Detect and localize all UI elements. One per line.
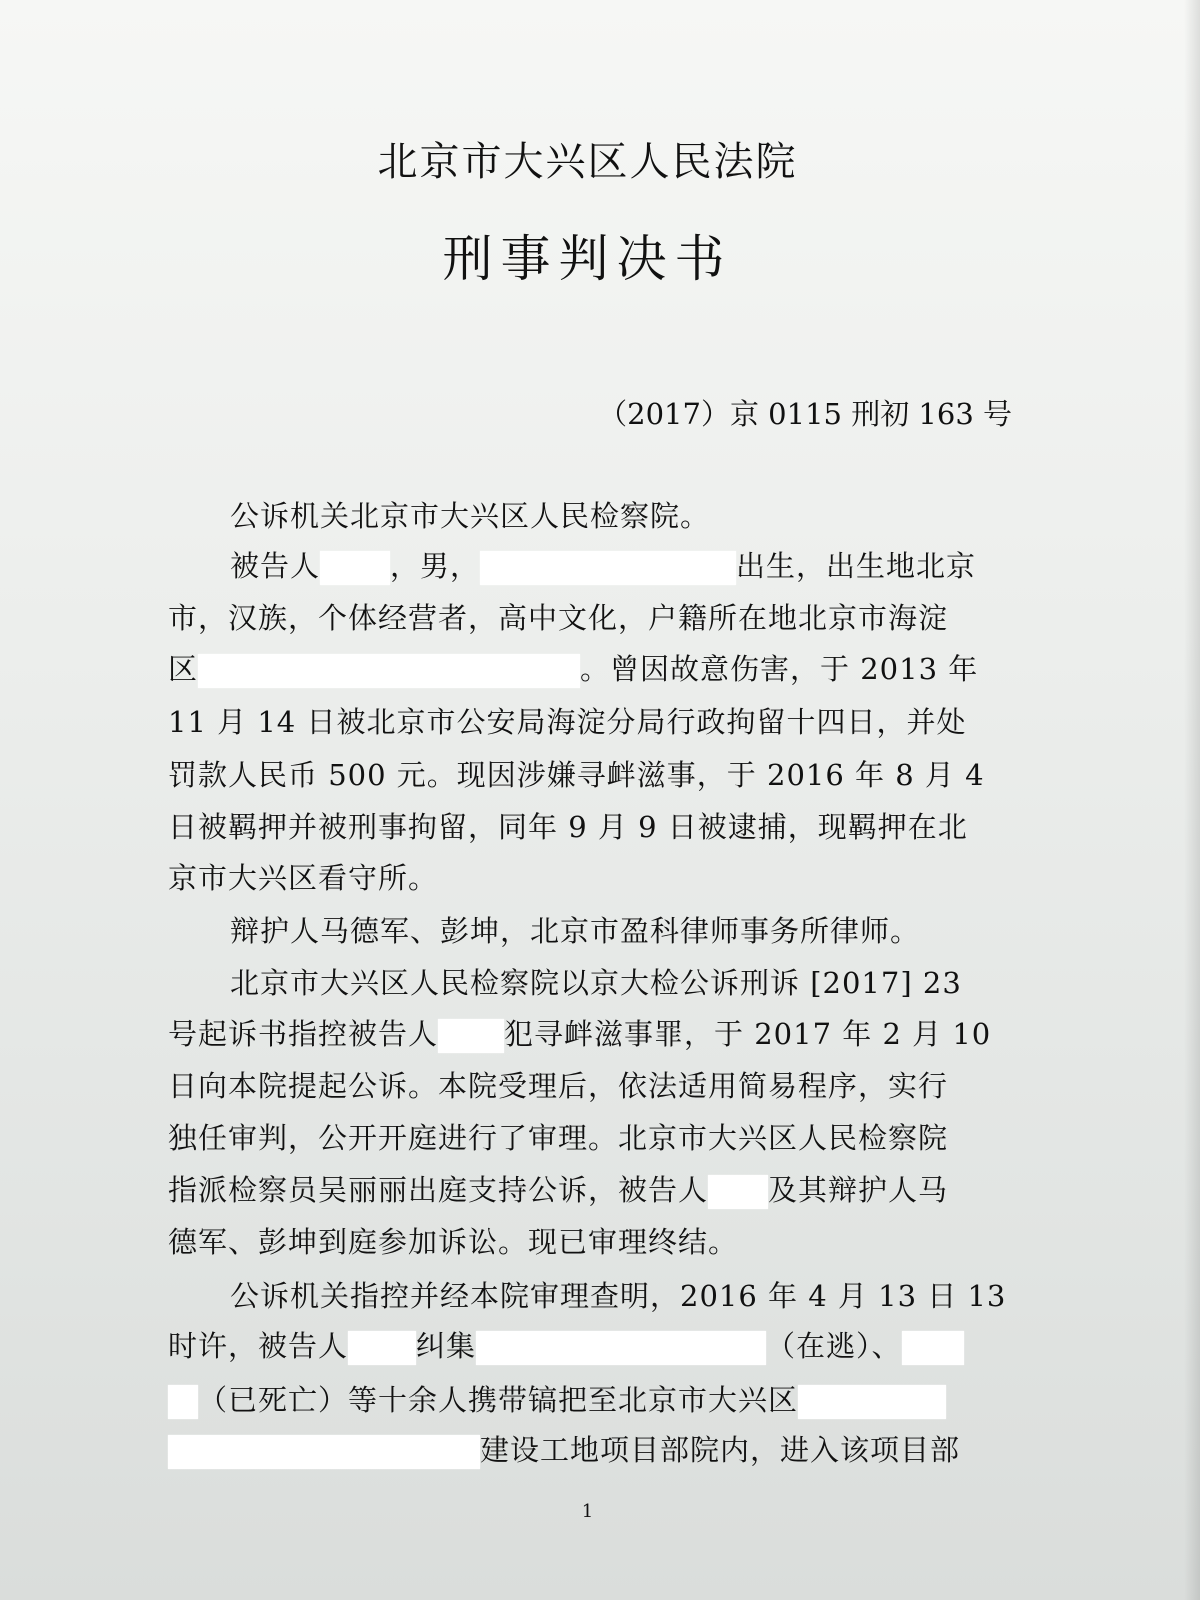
text-fragment: 犯寻衅滋事罪，于 2017 年 2 月 10 bbox=[504, 1017, 992, 1051]
text-line: 德军、彭坤到庭参加诉讼。现已审理终结。 bbox=[168, 1225, 739, 1259]
text-fragment: 号起诉书指控被告人 bbox=[168, 1017, 439, 1051]
redaction-block bbox=[198, 654, 580, 688]
text-line bbox=[168, 1430, 1012, 1470]
text-line: 京市大兴区看守所。 bbox=[168, 861, 439, 895]
text-line: 日向本院提起公诉。本院受理后，依法适用简易程序，实行 bbox=[168, 1069, 949, 1103]
redaction-block bbox=[798, 1385, 946, 1419]
text-fragment: 及其辩护人马 bbox=[768, 1173, 949, 1207]
text-line bbox=[230, 546, 1012, 586]
text-fragment: 区 bbox=[168, 652, 199, 686]
redaction-block bbox=[480, 551, 736, 585]
text-fragment: 纠集 bbox=[416, 1329, 477, 1363]
text-fragment: （在逃）、 bbox=[766, 1329, 902, 1363]
text-line: 罚款人民币 500 元。现因涉嫌寻衅滋事，于 2016 年 8 月 4 bbox=[168, 758, 985, 792]
text-line: 公诉机关北京市大兴区人民检察院。 bbox=[230, 499, 711, 533]
redaction-block bbox=[708, 1175, 768, 1209]
text-line bbox=[168, 1170, 1012, 1210]
text-line: 辩护人马德军、彭坤，北京市盈科律师事务所律师。 bbox=[230, 914, 921, 948]
redaction-block bbox=[902, 1331, 964, 1365]
text-fragment: 指派检察员吴丽丽出庭支持公诉，被告人 bbox=[168, 1173, 709, 1207]
text-line: 日被羁押并被刑事拘留，同年 9 月 9 日被逮捕，现羁押在北 bbox=[168, 810, 968, 844]
text-line bbox=[168, 1014, 1012, 1054]
text-line bbox=[168, 649, 1012, 689]
text-fragment: 。曾因故意伤害，于 2013 年 bbox=[580, 652, 979, 686]
text-line: 11 月 14 日被北京市公安局海淀分局行政拘留十四日，并处 bbox=[168, 705, 967, 739]
text-fragment: 被告人 bbox=[230, 549, 321, 583]
redaction-block bbox=[320, 551, 390, 585]
court-name: 北京市大兴区人民法院 bbox=[377, 139, 798, 185]
redaction-block bbox=[168, 1385, 198, 1419]
page-number: 1 bbox=[581, 1501, 594, 1522]
text-fragment: 出生，出生地北京 bbox=[736, 549, 977, 583]
text-fragment: 建设工地项目部院内，进入该项目部 bbox=[480, 1433, 961, 1467]
text-fragment: （已死亡）等十余人携带镐把至北京市大兴区 bbox=[198, 1383, 799, 1417]
text-line bbox=[168, 1380, 1012, 1420]
document-type-title: 刑事判决书 bbox=[442, 230, 733, 288]
redaction-block bbox=[348, 1331, 416, 1365]
text-line: 独任审判，公开开庭进行了审理。北京市大兴区人民检察院 bbox=[168, 1121, 949, 1155]
text-line bbox=[168, 1326, 1012, 1366]
case-number: （2017）京 0115 刑初 163 号 bbox=[598, 397, 1012, 431]
text-fragment: ，男， bbox=[390, 549, 481, 583]
text-line: 北京市大兴区人民检察院以京大检公诉刑诉 [2017] 23 bbox=[230, 966, 962, 1000]
redaction-block bbox=[476, 1331, 766, 1365]
text-line: 公诉机关指控并经本院审理查明，2016 年 4 月 13 日 13 bbox=[230, 1279, 1007, 1313]
redaction-block bbox=[168, 1435, 480, 1469]
text-line: 市，汉族，个体经营者，高中文化，户籍所在地北京市海淀 bbox=[168, 601, 949, 635]
text-fragment: 时许，被告人 bbox=[168, 1329, 349, 1363]
redaction-block bbox=[438, 1019, 504, 1053]
page-edge-shadow bbox=[1184, 0, 1200, 1600]
